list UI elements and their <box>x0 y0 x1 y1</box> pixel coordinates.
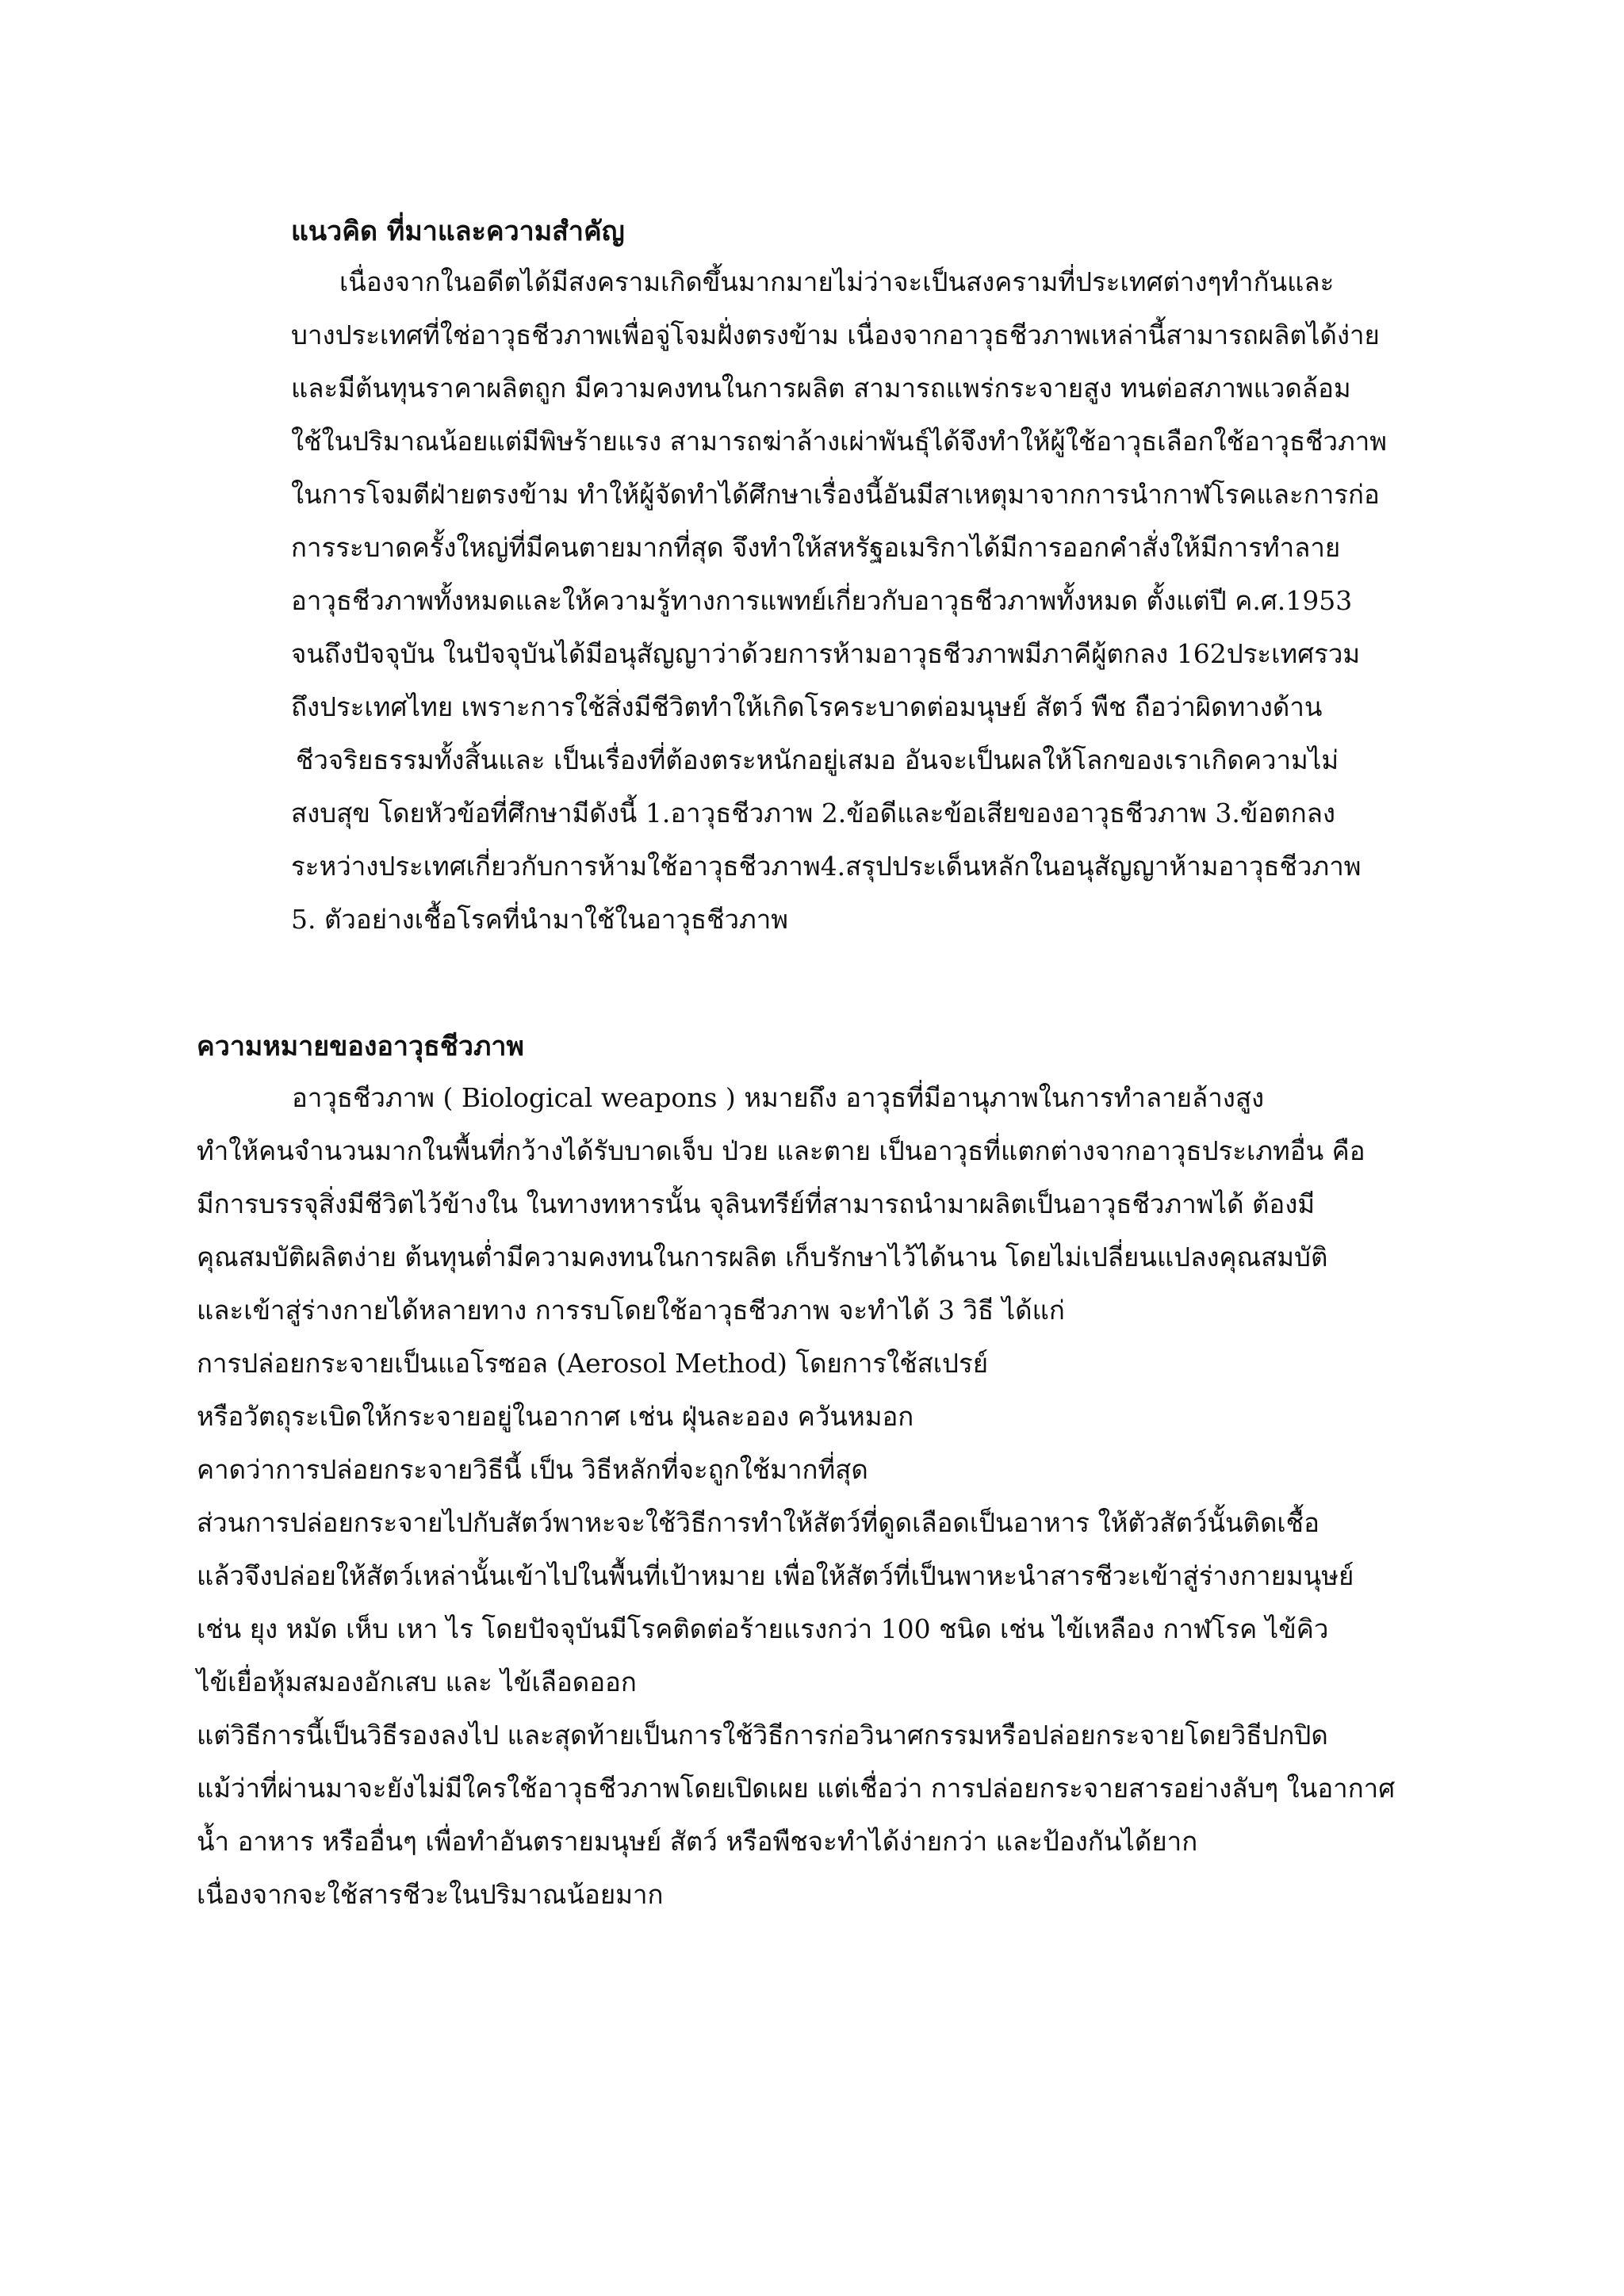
paragraph-line: บางประเทศที่ใช่อาวุธชีวภาพเพื่อจู่โจมฝั่งตรงข้าม เนื่องจากอาวุธชีวภาพเหล่านี้สามารถผลิตได้ง่าย <box>291 320 1380 350</box>
paragraph-line: แม้ว่าที่ผ่านมาจะยังไม่มีใครใช้อาวุธชีวภาพโดยเปิดเผย แต่เชื่อว่า การปล่อยกระจายสารอย่างลับๆ ในอากาศ <box>197 1773 1396 1804</box>
paragraph-line: ในการโจมตีฝ่ายตรงข้าม ทำให้ผู้จัดทำได้ศึกษาเรื่องนี้อันมีสาเหตุมาจากการนำกาฬโรคและการก่อ <box>291 479 1380 510</box>
paragraph-line: คุณสมบัติผลิตง่าย ต้นทุนต่ำมีความคงทนในการผลิต เก็บรักษาไว้ได้นาน โดยไม่เปลี่ยนแปลงคุณสมบัติ <box>197 1242 1328 1272</box>
paragraph-line: แต่วิธีการนี้เป็นวิธีรองลงไป และสุดท้ายเป็นการใช้วิธีการก่อวินาศกรรมหรือปล่อยกระจายโดยวิธีปกปิด <box>197 1720 1328 1751</box>
paragraph-line: สงบสุข โดยหัวข้อที่ศึกษามีดังนี้ 1.อาวุธชีวภาพ 2.ข้อดีและข้อเสียของอาวุธชีวภาพ 3.ข้อตกลง <box>291 798 1336 828</box>
paragraph-line: การระบาดครั้งใหญ่ที่มีคนตายมากที่สุด จึงทำให้สหรัฐอเมริกาได้มีการออกคำสั่งให้มีการทำลาย <box>291 532 1341 563</box>
paragraph-line: อาวุธชีวภาพ ( Biological weapons ) หมายถึง อาวุธที่มีอานุภาพในการทำลายล้างสูง <box>292 1082 1265 1113</box>
paragraph-line: อาวุธชีวภาพทั้งหมดและให้ความรู้ทางการแพทย์เกี่ยวกับอาวุธชีวภาพทั้งหมด ตั้งแต่ปี ค.ศ.1953 <box>291 585 1353 616</box>
paragraph-line: เนื่องจากจะใช้สารชีวะในปริมาณน้อยมาก <box>197 1879 664 1910</box>
section-heading-definition: ความหมายของอาวุธชีวภาพ <box>197 1031 524 1062</box>
paragraph-line: น้ำ อาหาร หรืออื่นๆ เพื่อทำอันตรายมนุษย์ สัตว์ หรือพืชจะทำได้ง่ายกว่า และป้องกันได้ยาก <box>197 1826 1198 1857</box>
paragraph-line: การปล่อยกระจายเป็นแอโรซอล (Aerosol Method) โดยการใช้สเปรย์ <box>197 1348 989 1379</box>
paragraph-line: 5. ตัวอย่างเชื้อโรคที่นำมาใช้ในอาวุธชีวภาพ <box>291 904 789 935</box>
paragraph-line: ส่วนการปล่อยกระจายไปกับสัตว์พาหะจะใช้วิธีการทำให้สัตว์ที่ดูดเลือดเป็นอาหาร ให้ตัวสัตว์นั้นติดเชื้อ <box>197 1507 1320 1538</box>
paragraph-line: และมีต้นทุนราคาผลิตถูก มีความคงทนในการผลิต สามารถแพร่กระจายสูง ทนต่อสภาพแวดล้อม <box>291 373 1351 404</box>
paragraph-line: ใช้ในปริมาณน้อยแต่มีพิษร้ายแรง สามารถฆ่าล้างเผ่าพันธุ์ได้จึงทำให้ผู้ใช้อาวุธเลือกใช้อาวุธชีวภาพ <box>291 426 1388 457</box>
paragraph-line: เนื่องจากในอดีตได้มีสงครามเกิดขึ้นมากมายไม่ว่าจะเป็นสงครามที่ประเทศต่างๆทำกันและ <box>339 266 1335 297</box>
paragraph-line: หรือวัตถุระเบิดให้กระจายอยู่ในอากาศ เช่น ฝุ่นละออง ควันหมอก <box>197 1401 914 1432</box>
paragraph-line: คาดว่าการปล่อยกระจายวิธีนี้ เป็น วิธีหลักที่จะถูกใช้มากที่สุด <box>197 1454 868 1485</box>
paragraph-line: ทำให้คนจำนวนมากในพื้นที่กว้างได้รับบาดเจ็บ ป่วย และตาย เป็นอาวุธที่แตกต่างจากอาวุธประเภทอื่น คือ <box>197 1135 1365 1166</box>
paragraph-line: ระหว่างประเทศเกี่ยวกับการห้ามใช้อาวุธชีวภาพ4.สรุปประเด็นหลักในอนุสัญญาห้ามอาวุธชีวภาพ <box>291 851 1362 882</box>
paragraph-line: ชีวจริยธรรมทั้งสิ้นและ เป็นเรื่องที่ต้องตระหนักอยู่เสมอ อันจะเป็นผลให้โลกของเราเกิดความไม่ <box>296 744 1339 775</box>
paragraph-line: ไข้เยื่อหุ้มสมองอักเสบ และ ไข้เลือดออก <box>197 1667 637 1697</box>
paragraph-line: เช่น ยุง หมัด เห็บ เหา ไร โดยปัจจุบันมีโรคติดต่อร้ายแรงกว่า 100 ชนิด เช่น ไข้เหลือง กาฬโรค ไข้คิว <box>197 1613 1329 1644</box>
paragraph-line: และเข้าสู่ร่างกายได้หลายทาง การรบโดยใช้อาวุธชีวภาพ จะทำได้ 3 วิธี ได้แก่ <box>197 1295 1065 1326</box>
paragraph-line: แล้วจึงปล่อยให้สัตว์เหล่านั้นเข้าไปในพื้นที่เป้าหมาย เพื่อให้สัตว์ที่เป็นพาหะนำสารชีวะเข้าสู่ร่างกายมนุษย์ <box>197 1560 1354 1591</box>
paragraph-line: จนถึงปัจจุบัน ในปัจจุบันได้มีอนุสัญญาว่าด้วยการห้ามอาวุธชีวภาพมีภาคีผู้ตกลง 162ประเทศรวม <box>291 638 1361 669</box>
section-heading-background: แนวคิด ที่มาและความสำคัญ <box>291 216 625 247</box>
paragraph-line: ถึงประเทศไทย เพราะการใช้สิ่งมีชีวิตทำให้เกิดโรคระบาดต่อมนุษย์ สัตว์ พืช ถือว่าผิดทางด้าน <box>291 691 1323 722</box>
paragraph-line: มีการบรรจุสิ่งมีชีวิตไว้ข้างใน ในทางทหารนั้น จุลินทรีย์ที่สามารถนำมาผลิตเป็นอาวุธชีวภาพได้ ต้องมี <box>197 1188 1316 1219</box>
